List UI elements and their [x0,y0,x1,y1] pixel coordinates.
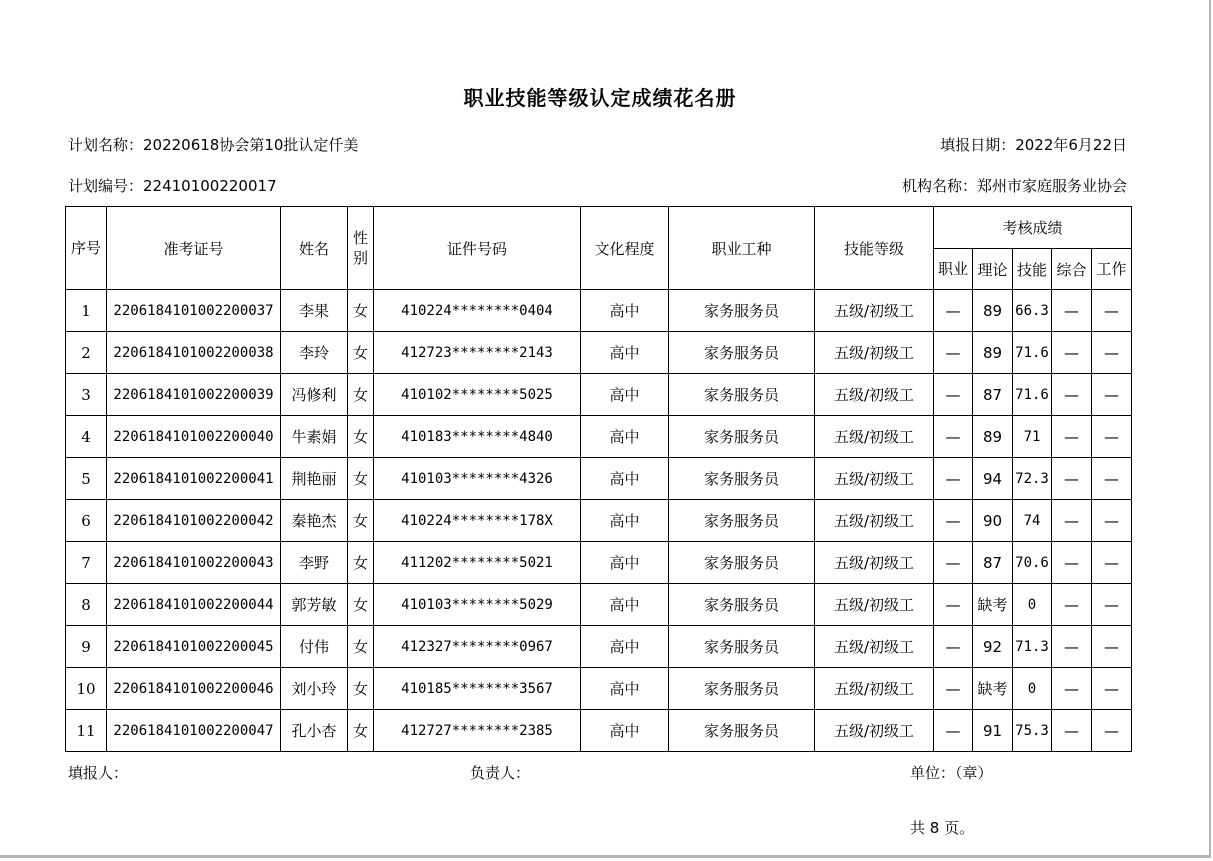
cell-ticket: 2206184101002200044 [107,584,281,626]
cell-work: — [1092,500,1132,542]
header-ticket: 准考证号 [107,207,281,290]
cell-ticket: 2206184101002200047 [107,710,281,752]
cell-seq: 7 [66,542,107,584]
cell-professional: — [934,458,973,500]
table-row [66,626,1132,668]
cell-gender: 女 [348,626,374,668]
header-sub-skill: 技能 [1013,249,1052,290]
cell-theory: 87 [973,374,1013,416]
cell-id: 412727********2385 [374,710,581,752]
cell-seq: 11 [66,710,107,752]
cell-professional: — [934,332,973,374]
roster-body [66,290,1132,752]
cell-id: 412327********0967 [374,626,581,668]
cell-theory: 90 [973,500,1013,542]
cell-name: 秦艳杰 [281,500,348,542]
cell-job: 家务服务员 [669,710,815,752]
table-row [66,542,1132,584]
cell-level: 五级/初级工 [815,584,934,626]
cell-theory: 89 [973,332,1013,374]
cell-education: 高中 [581,584,669,626]
fill-date: 填报日期：2022年6月22日 [940,136,1127,154]
cell-education: 高中 [581,374,669,416]
cell-gender: 女 [348,668,374,710]
cell-gender: 女 [348,584,374,626]
cell-seq: 8 [66,584,107,626]
cell-comprehensive: — [1052,374,1092,416]
cell-work: — [1092,290,1132,332]
cell-level: 五级/初级工 [815,416,934,458]
cell-theory: 87 [973,542,1013,584]
cell-skill: 66.3 [1013,290,1052,332]
page-title: 职业技能等级认定成绩花名册 [463,86,737,110]
cell-name: 刘小玲 [281,668,348,710]
cell-gender: 女 [348,374,374,416]
cell-seq: 4 [66,416,107,458]
table-row [66,290,1132,332]
cell-id: 412723********2143 [374,332,581,374]
cell-id: 410102********5025 [374,374,581,416]
cell-work: — [1092,374,1132,416]
cell-theory: 缺考 [973,668,1013,710]
cell-skill: 75.3 [1013,710,1052,752]
footer-page-count: 共 8 页。 [910,819,975,837]
cell-skill: 72.3 [1013,458,1052,500]
cell-comprehensive: — [1052,584,1092,626]
cell-skill: 71 [1013,416,1052,458]
cell-level: 五级/初级工 [815,710,934,752]
cell-education: 高中 [581,626,669,668]
cell-job: 家务服务员 [669,542,815,584]
header-sub-theory: 理论 [973,249,1013,290]
cell-work: — [1092,626,1132,668]
cell-name: 李野 [281,542,348,584]
header-job: 职业工种 [669,207,815,290]
cell-gender: 女 [348,458,374,500]
cell-level: 五级/初级工 [815,626,934,668]
cell-theory: 94 [973,458,1013,500]
cell-skill: 71.6 [1013,374,1052,416]
table-row [66,374,1132,416]
cell-comprehensive: — [1052,416,1092,458]
cell-theory: 91 [973,710,1013,752]
cell-work: — [1092,332,1132,374]
cell-seq: 3 [66,374,107,416]
table-row [66,500,1132,542]
cell-name: 李果 [281,290,348,332]
cell-job: 家务服务员 [669,500,815,542]
cell-name: 付伟 [281,626,348,668]
header-gender: 性别 [348,207,374,290]
cell-work: — [1092,542,1132,584]
cell-comprehensive: — [1052,710,1092,752]
cell-skill: 74 [1013,500,1052,542]
cell-professional: — [934,290,973,332]
cell-comprehensive: — [1052,290,1092,332]
cell-gender: 女 [348,416,374,458]
cell-level: 五级/初级工 [815,500,934,542]
header-sub-comprehensive: 综合 [1052,249,1092,290]
footer-owner: 负责人： [470,764,531,782]
header-name: 姓名 [281,207,348,290]
table-row [66,458,1132,500]
cell-comprehensive: — [1052,542,1092,584]
cell-name: 牛素娟 [281,416,348,458]
cell-skill: 71.6 [1013,332,1052,374]
cell-gender: 女 [348,710,374,752]
cell-professional: — [934,626,973,668]
table-row [66,710,1132,752]
header-scores: 考核成绩 [934,207,1132,249]
cell-ticket: 2206184101002200046 [107,668,281,710]
table-row [66,416,1132,458]
cell-ticket: 2206184101002200041 [107,458,281,500]
cell-ticket: 2206184101002200045 [107,626,281,668]
table-row [66,668,1132,710]
cell-level: 五级/初级工 [815,542,934,584]
cell-professional: — [934,374,973,416]
cell-ticket: 2206184101002200037 [107,290,281,332]
cell-seq: 1 [66,290,107,332]
cell-job: 家务服务员 [669,374,815,416]
cell-skill: 70.6 [1013,542,1052,584]
plan-name: 计划名称：20220618协会第10批认定仟美 [68,136,359,154]
cell-professional: — [934,500,973,542]
cell-theory: 89 [973,290,1013,332]
cell-level: 五级/初级工 [815,332,934,374]
cell-ticket: 2206184101002200043 [107,542,281,584]
cell-name: 李玲 [281,332,348,374]
cell-id: 410103********5029 [374,584,581,626]
cell-work: — [1092,584,1132,626]
cell-id: 410224********0404 [374,290,581,332]
cell-job: 家务服务员 [669,458,815,500]
cell-education: 高中 [581,458,669,500]
cell-level: 五级/初级工 [815,668,934,710]
cell-professional: — [934,584,973,626]
cell-level: 五级/初级工 [815,458,934,500]
cell-professional: — [934,710,973,752]
cell-theory: 89 [973,416,1013,458]
cell-id: 410224********178X [374,500,581,542]
cell-gender: 女 [348,542,374,584]
cell-gender: 女 [348,332,374,374]
cell-skill: 0 [1013,584,1052,626]
cell-seq: 5 [66,458,107,500]
cell-level: 五级/初级工 [815,374,934,416]
header-education: 文化程度 [581,207,669,290]
cell-id: 410183********4840 [374,416,581,458]
plan-number: 计划编号：22410100220017 [68,177,277,195]
cell-work: — [1092,710,1132,752]
cell-theory: 92 [973,626,1013,668]
cell-ticket: 2206184101002200038 [107,332,281,374]
cell-professional: — [934,668,973,710]
header-sub-professional: 职业 [934,249,973,290]
cell-level: 五级/初级工 [815,290,934,332]
cell-theory: 缺考 [973,584,1013,626]
cell-id: 410103********4326 [374,458,581,500]
cell-seq: 9 [66,626,107,668]
cell-name: 郭芳敏 [281,584,348,626]
cell-comprehensive: — [1052,332,1092,374]
table-row [66,332,1132,374]
cell-seq: 2 [66,332,107,374]
cell-job: 家务服务员 [669,626,815,668]
header-seq: 序号 [66,207,107,290]
cell-id: 410185********3567 [374,668,581,710]
cell-comprehensive: — [1052,458,1092,500]
cell-education: 高中 [581,290,669,332]
cell-education: 高中 [581,710,669,752]
cell-job: 家务服务员 [669,416,815,458]
footer-filler: 填报人： [68,764,129,782]
cell-work: — [1092,416,1132,458]
cell-professional: — [934,416,973,458]
org-name: 机构名称：郑州市家庭服务业协会 [901,177,1127,195]
cell-education: 高中 [581,542,669,584]
cell-skill: 71.3 [1013,626,1052,668]
cell-name: 冯修利 [281,374,348,416]
cell-comprehensive: — [1052,668,1092,710]
cell-education: 高中 [581,500,669,542]
cell-skill: 0 [1013,668,1052,710]
cell-work: — [1092,668,1132,710]
cell-ticket: 2206184101002200039 [107,374,281,416]
cell-job: 家务服务员 [669,332,815,374]
cell-ticket: 2206184101002200040 [107,416,281,458]
cell-education: 高中 [581,332,669,374]
header-sub-work: 工作 [1092,249,1132,290]
header-level: 技能等级 [815,207,934,290]
score-roster-table [65,206,1132,752]
cell-ticket: 2206184101002200042 [107,500,281,542]
cell-gender: 女 [348,500,374,542]
cell-education: 高中 [581,416,669,458]
table-row [66,584,1132,626]
cell-id: 411202********5021 [374,542,581,584]
cell-work: — [1092,458,1132,500]
footer-unit: 单位：（章） [910,764,993,782]
cell-seq: 6 [66,500,107,542]
cell-comprehensive: — [1052,500,1092,542]
cell-comprehensive: — [1052,626,1092,668]
cell-name: 荆艳丽 [281,458,348,500]
cell-education: 高中 [581,668,669,710]
cell-job: 家务服务员 [669,290,815,332]
cell-gender: 女 [348,290,374,332]
cell-job: 家务服务员 [669,668,815,710]
cell-professional: — [934,542,973,584]
cell-name: 孔小杏 [281,710,348,752]
header-id: 证件号码 [374,207,581,290]
cell-job: 家务服务员 [669,584,815,626]
cell-seq: 10 [66,668,107,710]
